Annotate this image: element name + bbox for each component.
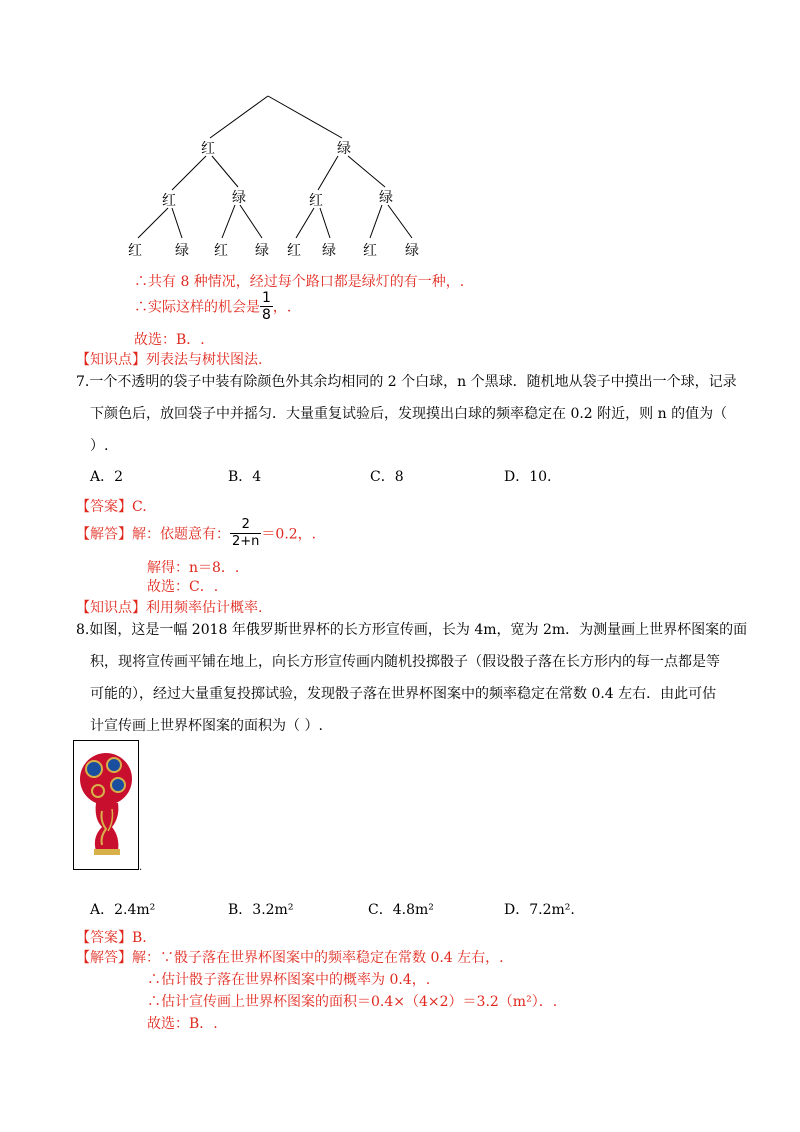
answer-value: B. [132, 930, 147, 946]
solution-equation: ＝0.2，. [261, 526, 317, 543]
fraction-numerator: 1 [262, 290, 271, 306]
q7-option-c: C．8 [370, 469, 404, 485]
solution-intro: 解：依题意有： [132, 526, 230, 543]
world-cup-poster-image [73, 740, 139, 870]
tree-node-l2-2: 绿 [232, 190, 246, 206]
image-trailing-dot: . [139, 862, 143, 873]
tree-node-l3-3: 红 [214, 243, 228, 259]
prev-solution-line2-suffix: ，. [272, 299, 292, 316]
q7-option-a: A．2 [90, 469, 124, 485]
q7-knowledge-point [76, 597, 262, 617]
answer-value: C. [132, 499, 147, 515]
tree-diagram [120, 90, 440, 270]
tree-node-l2-4: 绿 [379, 190, 393, 206]
q7-option-b: B．4 [228, 469, 262, 485]
q7-answer [76, 496, 147, 516]
answer-tag: 【答案】 [76, 930, 132, 946]
kp-tag: 【知识点】 [76, 600, 146, 616]
solution-tag: 【解答】 [76, 950, 132, 966]
prev-solution-line3: 故选：B．. [134, 332, 205, 348]
world-cup-trophy-icon [74, 741, 138, 869]
q8-option-c: C．4.8m² [368, 902, 434, 918]
solution-tag: 【解答】 [76, 526, 132, 543]
q8-stem-line3: 可能的），经过大量重复投掷试验，发现骰子落在世界杯图案中的频率稳定在常数 0.4 左右．由此可估 [90, 686, 717, 702]
fraction-denominator: 2+n [232, 534, 260, 549]
tree-node-l2-1: 红 [162, 193, 176, 209]
q7-stem-line2: 下颜色后，放回袋子中并摇匀．大量重复试验后，发现摸出白球的频率稳定在 0.2 附近，则 n 的值为（ [90, 406, 728, 422]
tree-node-l3-8: 绿 [405, 243, 419, 259]
solution-text: 解：∵骰子落在世界杯图案中的频率稳定在常数 0.4 左右，. [132, 950, 504, 966]
q8-stem-line4: 计宣传画上世界杯图案的面积为（ ）. [90, 718, 323, 734]
fraction-one-eighth [260, 290, 273, 323]
q7-stem-line3: ）. [90, 438, 109, 454]
answer-tag: 【答案】 [76, 499, 132, 515]
prev-solution-line1: ∴共有 8 种情况，经过每个路口都是绿灯的有一种，. [134, 274, 465, 290]
tree-node-l3-6: 绿 [322, 243, 336, 259]
q7-stem-line1: 7.一个不透明的袋子中装有除颜色外其余均相同的 2 个白球，n 个黑球．随机地从袋子中摸出一个球，记录 [76, 374, 737, 390]
tree-node-l3-7: 红 [363, 243, 377, 259]
kp-text: 利用频率估计概率. [146, 600, 263, 616]
tree-node-l1-1: 红 [201, 141, 215, 157]
kp-text: 列表法与树状图法. [146, 352, 263, 368]
prev-solution-line2 [134, 290, 291, 323]
prev-knowledge-point [76, 349, 262, 369]
tree-node-l3-1: 红 [128, 243, 142, 259]
tree-node-l3-5: 红 [287, 243, 301, 259]
q7-solution-line3: 故选：C．. [147, 579, 219, 595]
fraction-denominator: 8 [262, 307, 271, 323]
q7-solution-line1 [76, 517, 316, 550]
q8-option-b: B．3.2m² [228, 902, 294, 918]
q8-solution-line3: ∴估计宣传画上世界杯图案的面积＝0.4×（4×2）＝3.2（m²）．. [147, 994, 558, 1010]
tree-node-l1-2: 绿 [337, 141, 351, 157]
q8-solution-line2: ∴估计骰子落在世界杯图案中的概率为 0.4，. [147, 972, 431, 988]
prev-solution-line2-prefix: ∴实际这样的机会是 [134, 299, 260, 316]
q7-option-d: D．10. [504, 469, 552, 485]
q8-stem-line1: 8.如图，这是一幅 2018 年俄罗斯世界杯的长方形宣传画，长为 4m，宽为 2m．为测量画上世界杯图案的面 [76, 622, 748, 638]
q8-solution-line1 [76, 947, 504, 967]
q8-answer [76, 927, 147, 947]
q8-option-d: D．7.2m². [504, 902, 575, 918]
q8-stem-line2: 积，现将宣传画平铺在地上，向长方形宣传画内随机投掷骰子（假设骰子落在长方形内的每一点都是等 [90, 654, 720, 670]
fraction-numerator: 2 [230, 517, 261, 534]
tree-node-l3-4: 绿 [255, 243, 269, 259]
q8-solution-line4: 故选：B．. [147, 1016, 218, 1032]
kp-tag: 【知识点】 [76, 352, 146, 368]
q8-option-a: A．2.4m² [90, 902, 156, 918]
tree-node-l2-3: 红 [309, 193, 323, 209]
tree-node-l3-2: 绿 [175, 243, 189, 259]
q7-solution-line2: 解得：n＝8．. [147, 560, 240, 576]
fraction-2-over-2n [230, 517, 261, 550]
